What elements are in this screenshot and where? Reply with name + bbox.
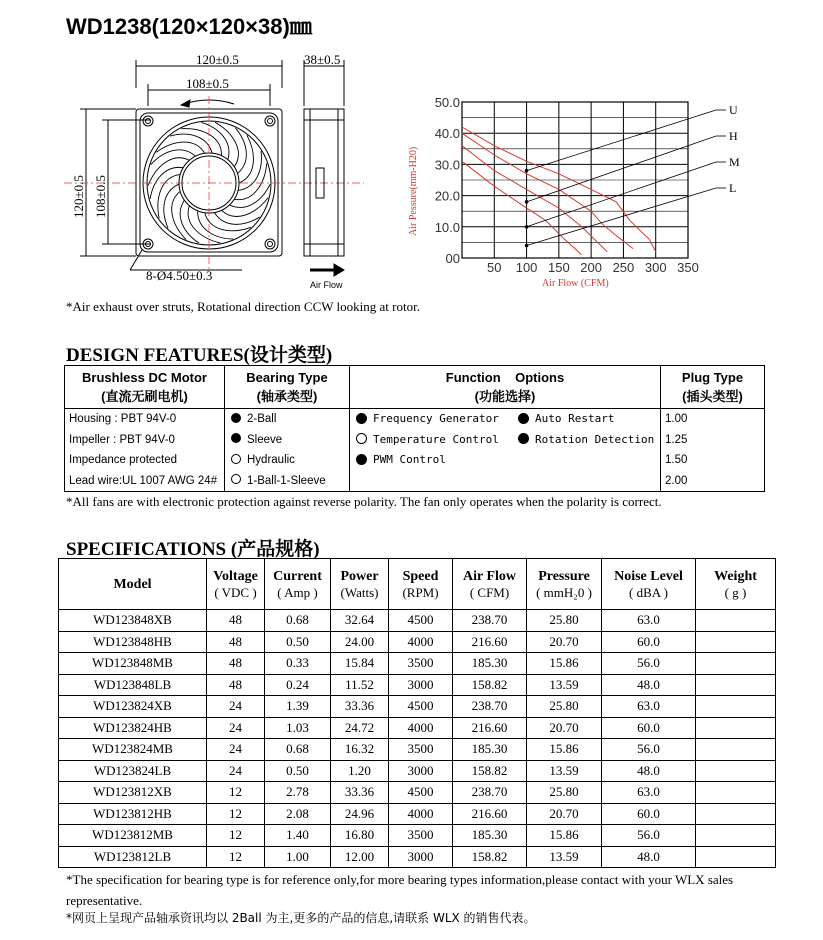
plug-option: 1.50 — [665, 454, 688, 466]
curve-h — [462, 133, 633, 248]
table-row — [59, 717, 776, 739]
table-cell: WD123824MB — [59, 739, 207, 761]
table-cell: 20.70 — [527, 717, 602, 739]
table-cell: 56.0 — [602, 653, 696, 675]
fan-blade — [158, 175, 180, 219]
x-tick-label: 200 — [580, 260, 602, 275]
table-cell: 12 — [207, 782, 265, 804]
table-cell — [696, 674, 776, 696]
bearing-option: Hydraulic — [229, 450, 345, 471]
fan-blade — [151, 150, 196, 165]
chart-ticks — [435, 95, 699, 275]
y-tick-label: 00 — [445, 251, 460, 266]
table-cell: WD123848LB — [59, 674, 207, 696]
table-cell: 60.0 — [602, 631, 696, 653]
table-cell: 0.50 — [265, 631, 331, 653]
table-cell: 16.32 — [331, 739, 389, 761]
spec-header: Current ( Amp ) — [265, 559, 331, 610]
plug-cell — [661, 409, 765, 492]
table-row — [59, 674, 776, 696]
table-row — [59, 803, 776, 825]
table-cell: 60.0 — [602, 803, 696, 825]
fan-blade — [148, 158, 189, 186]
table-cell: 12 — [207, 803, 265, 825]
table-cell: 13.59 — [527, 846, 602, 868]
polarity-note: *All fans are with electronic protection against reverse polarity. The fan only operates when the polarity is correct. — [66, 494, 662, 509]
table-cell — [696, 653, 776, 675]
table-cell: 238.70 — [453, 610, 527, 632]
bearing-option: 2-Ball — [229, 409, 345, 430]
open-dot-icon — [231, 474, 241, 484]
chart-grid — [462, 102, 688, 258]
table-cell: 60.0 — [602, 717, 696, 739]
spec-header: Model — [59, 559, 207, 610]
table-cell: 33.36 — [331, 782, 389, 804]
table-cell: 56.0 — [602, 825, 696, 847]
table-cell: 1.00 — [265, 846, 331, 868]
function-option: Temperature Control — [354, 430, 516, 451]
table-cell: 0.24 — [265, 674, 331, 696]
table-row — [59, 696, 776, 718]
table-cell: 0.33 — [265, 653, 331, 675]
table-cell: 48.0 — [602, 674, 696, 696]
page-title: WD1238(120×120×38)㎜ — [66, 14, 312, 39]
fan-side-view — [304, 60, 344, 276]
table-cell — [696, 610, 776, 632]
table-cell: WD123812LB — [59, 846, 207, 868]
airflow-label: Air Flow — [310, 280, 343, 290]
table-cell: 15.86 — [527, 739, 602, 761]
header-plug: Plug Type (插头类型) — [661, 366, 765, 409]
table-cell — [696, 782, 776, 804]
table-cell: 3500 — [389, 653, 453, 675]
airflow-note: *Air exhaust over struts, Rotational direction CCW looking at rotor. — [66, 299, 420, 314]
y-tick-label: 40.0 — [434, 126, 460, 142]
bearing-cell — [225, 409, 350, 492]
bearing-option: 1-Ball-1-Sleeve — [229, 471, 345, 492]
series-label: U — [729, 103, 738, 117]
table-cell: 20.70 — [527, 803, 602, 825]
table-cell: 4000 — [389, 717, 453, 739]
table-cell: 238.70 — [453, 696, 527, 718]
table-cell: 25.80 — [527, 782, 602, 804]
table-cell: 185.30 — [453, 653, 527, 675]
table-cell: 24.72 — [331, 717, 389, 739]
table-row — [59, 631, 776, 653]
table-cell: 3000 — [389, 760, 453, 782]
y-tick-label: 30.0 — [434, 157, 460, 173]
specifications-table — [58, 558, 776, 868]
table-cell — [696, 760, 776, 782]
dim-depth: 38±0.5 — [304, 52, 341, 67]
table-cell: 3500 — [389, 825, 453, 847]
table-cell: 1.20 — [331, 760, 389, 782]
header-function: Function Options (功能选择) — [350, 366, 661, 409]
table-cell — [696, 825, 776, 847]
table-cell: 48 — [207, 610, 265, 632]
table-row — [59, 760, 776, 782]
table-row — [59, 782, 776, 804]
table-cell: 24 — [207, 696, 265, 718]
table-cell: 185.30 — [453, 739, 527, 761]
dim-width-inner: 108±0.5 — [186, 76, 229, 91]
open-dot-icon — [356, 433, 367, 444]
table-cell: 56.0 — [602, 739, 696, 761]
table-cell: WD123824HB — [59, 717, 207, 739]
table-cell: 25.80 — [527, 610, 602, 632]
filled-dot-icon — [231, 413, 241, 423]
dim-height-outer: 120±0.5 — [71, 175, 86, 218]
table-cell: WD123824LB — [59, 760, 207, 782]
x-tick-label: 350 — [677, 260, 699, 275]
fan-blade — [156, 142, 204, 153]
table-cell: 3500 — [389, 739, 453, 761]
chart-ylabel: Air Pessure(mm-H20) — [408, 146, 419, 236]
table-cell: 158.82 — [453, 760, 527, 782]
spec-header: Voltage ( VDC ) — [207, 559, 265, 610]
table-cell: WD123824XB — [59, 696, 207, 718]
fan-drawing — [64, 48, 364, 293]
bearing-footnote-cn: *网页上呈现产品轴承资讯均以 2Ball 为主,更多的产品的信息,请联系 WLX 的销售代表。 — [66, 911, 536, 925]
plug-option: 1.00 — [665, 413, 688, 425]
table-cell: 4500 — [389, 782, 453, 804]
spec-header: Speed (RPM) — [389, 559, 453, 610]
function-option: Rotation Detection — [516, 433, 654, 446]
y-tick-label: 10.0 — [434, 219, 460, 235]
table-cell: 2.08 — [265, 803, 331, 825]
series-label: M — [729, 155, 740, 169]
table-cell — [696, 846, 776, 868]
spec-header: Pressure ( mmH₂0 ) — [527, 559, 602, 610]
table-cell: 0.50 — [265, 760, 331, 782]
fan-blade — [214, 213, 259, 225]
table-cell: 216.60 — [453, 631, 527, 653]
chart-xlabel: Air Flow (CFM) — [542, 278, 609, 289]
plug-option: 2.00 — [665, 474, 688, 487]
table-cell: 48 — [207, 631, 265, 653]
filled-dot-icon — [518, 433, 529, 444]
table-cell: 1.40 — [265, 825, 331, 847]
table-cell: 32.64 — [331, 610, 389, 632]
table-cell: 216.60 — [453, 803, 527, 825]
table-cell: 24 — [207, 739, 265, 761]
y-tick-label: 20.0 — [434, 188, 460, 204]
table-cell: 15.86 — [527, 825, 602, 847]
series-marker — [525, 200, 529, 204]
table-cell: 4000 — [389, 631, 453, 653]
table-cell: 4000 — [389, 803, 453, 825]
table-cell: 63.0 — [602, 696, 696, 718]
table-cell: 63.0 — [602, 610, 696, 632]
table-cell: 24 — [207, 717, 265, 739]
table-cell: WD123812XB — [59, 782, 207, 804]
table-cell: 1.39 — [265, 696, 331, 718]
table-cell — [696, 717, 776, 739]
table-cell: 33.36 — [331, 696, 389, 718]
table-cell: 185.30 — [453, 825, 527, 847]
x-tick-label: 300 — [644, 260, 667, 275]
table-cell: WD123812MB — [59, 825, 207, 847]
table-cell — [696, 803, 776, 825]
table-cell: 1.03 — [265, 717, 331, 739]
table-cell: 12 — [207, 846, 265, 868]
motor-leadwire: Lead wire:UL 1007 AWG 24# — [69, 474, 218, 487]
spec-header: Weight ( g ) — [696, 559, 776, 610]
header-motor: Brushless DC Motor (直流无刷电机) — [65, 366, 225, 409]
table-cell: 24 — [207, 760, 265, 782]
filled-dot-icon — [231, 433, 241, 443]
series-marker — [525, 225, 529, 229]
table-cell: 0.68 — [265, 739, 331, 761]
fan-front-view — [64, 60, 364, 270]
table-row — [59, 825, 776, 847]
filled-dot-icon — [356, 454, 367, 465]
filled-dot-icon — [356, 413, 367, 424]
table-cell: WD123848MB — [59, 653, 207, 675]
table-cell: 13.59 — [527, 674, 602, 696]
table-cell: 2.78 — [265, 782, 331, 804]
pq-chart — [400, 86, 750, 296]
table-cell — [696, 631, 776, 653]
design-features-table — [64, 365, 765, 492]
bearing-option: Sleeve — [229, 430, 345, 451]
table-cell: 4500 — [389, 696, 453, 718]
specifications-title: SPECIFICATIONS (产品规格) — [66, 539, 320, 560]
table-cell: 0.68 — [265, 610, 331, 632]
fan-blade — [215, 122, 238, 166]
series-label: H — [729, 129, 738, 143]
motor-cell — [65, 409, 225, 492]
table-cell: 48.0 — [602, 846, 696, 868]
function-option: Frequency Generator — [354, 409, 516, 430]
table-cell: 15.86 — [527, 653, 602, 675]
table-cell: 158.82 — [453, 674, 527, 696]
table-cell: 11.52 — [331, 674, 389, 696]
motor-housing: Housing : PBT 94V-0 — [69, 413, 177, 425]
y-tick-label: 50.0 — [434, 95, 460, 110]
spec-header: Power (Watts) — [331, 559, 389, 610]
dim-holes: 8-Ø4.50±0.3 — [146, 268, 213, 283]
spec-header: Noise Level ( dBA ) — [602, 559, 696, 610]
filled-dot-icon — [518, 413, 529, 424]
table-cell: 12.00 — [331, 846, 389, 868]
table-cell: 238.70 — [453, 782, 527, 804]
table-row — [59, 610, 776, 632]
design-features-title: DESIGN FEATURES(设计类型) — [66, 345, 333, 366]
function-cell — [350, 409, 661, 492]
function-option: Auto Restart — [516, 412, 614, 425]
table-cell: 216.60 — [453, 717, 527, 739]
chart-leaders — [525, 103, 740, 247]
x-tick-label: 250 — [612, 260, 635, 275]
table-cell: 20.70 — [527, 631, 602, 653]
table-cell: 13.59 — [527, 760, 602, 782]
fan-blade — [188, 206, 220, 243]
table-cell: 48.0 — [602, 760, 696, 782]
motor-impedance: Impedance protected — [69, 454, 178, 466]
x-tick-label: 100 — [515, 260, 538, 275]
bearing-footnote: *The specification for bearing type is for reference only,for more bearing types information,please contact with your WLX sales representative. — [66, 872, 734, 908]
table-cell: 48 — [207, 674, 265, 696]
motor-impeller: Impeller : PBT 94V-0 — [69, 433, 175, 446]
table-row — [59, 653, 776, 675]
series-label: L — [729, 181, 737, 195]
table-cell: WD123848XB — [59, 610, 207, 632]
x-tick-label: 50 — [487, 260, 502, 275]
fan-blade — [236, 128, 247, 173]
table-row — [59, 739, 776, 761]
table-cell: WD123848HB — [59, 631, 207, 653]
table-cell: WD123812HB — [59, 803, 207, 825]
table-cell: 48 — [207, 653, 265, 675]
table-cell: 15.84 — [331, 653, 389, 675]
table-cell — [696, 696, 776, 718]
dim-height-inner: 108±0.5 — [93, 175, 108, 218]
table-cell: 25.80 — [527, 696, 602, 718]
table-cell: 24.00 — [331, 631, 389, 653]
table-cell: 63.0 — [602, 782, 696, 804]
table-cell: 4500 — [389, 610, 453, 632]
table-cell — [696, 739, 776, 761]
header-bearing: Bearing Type (轴承类型) — [225, 366, 350, 409]
table-cell: 3000 — [389, 674, 453, 696]
table-cell: 3000 — [389, 846, 453, 868]
spec-header: Air Flow ( CFM) — [453, 559, 527, 610]
function-option: PWM Control — [354, 453, 446, 466]
table-cell: 16.80 — [331, 825, 389, 847]
x-tick-label: 150 — [548, 260, 570, 275]
dim-width-outer: 120±0.5 — [196, 52, 239, 67]
table-row — [59, 846, 776, 868]
fan-blade — [238, 151, 261, 190]
table-cell: 24.96 — [331, 803, 389, 825]
curve-l — [462, 161, 582, 255]
open-dot-icon — [231, 454, 241, 464]
plug-option: 1.25 — [665, 433, 688, 446]
table-cell: 158.82 — [453, 846, 527, 868]
table-cell: 12 — [207, 825, 265, 847]
